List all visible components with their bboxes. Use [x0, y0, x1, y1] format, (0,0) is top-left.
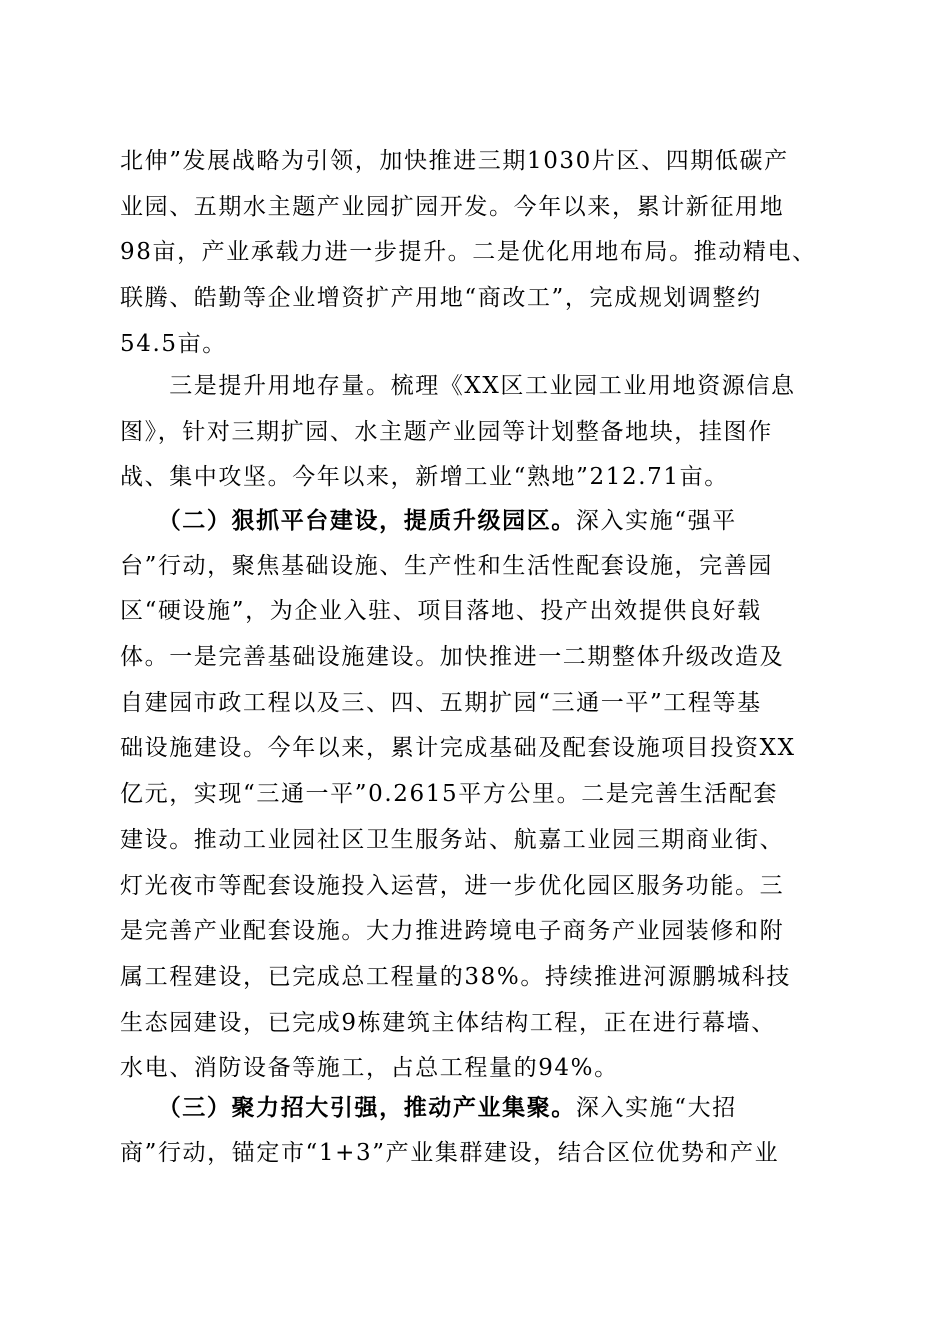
- heading-line: [120, 1085, 832, 1131]
- text-line: 础设施建设。今年以来，累计完成基础及配套设施项目投资XX: [120, 735, 796, 762]
- text-line: 灯光夜市等配套设施投入运营，进一步优化园区服务功能。三: [120, 872, 785, 899]
- text-line: 联腾、皓勤等企业增资扩产用地“商改工”，完成规划调整约: [120, 285, 762, 312]
- text-line: 体。一是完善基础设施建设。加快推进一二期整体升级改造及: [120, 644, 785, 671]
- section-heading: （三）聚力招大引强，推动产业集聚。: [169, 1094, 576, 1121]
- text-line: 业园、五期水主题产业园扩园开发。今年以来，累计新征用地: [120, 193, 785, 220]
- text-line: 图》，针对三期扩园、水主题产业园等计划整备地块，挂图作: [120, 418, 773, 445]
- text-line: 区“硬设施”，为企业入驻、项目落地、投产出效提供良好载: [120, 598, 762, 625]
- text-line: 生态园建设，已完成9栋建筑主体结构工程，正在进行幕墙、: [120, 1009, 776, 1036]
- text-line: 战、集中攻坚。今年以来，新增工业“熟地”212.71亩。: [120, 464, 729, 491]
- text-line: 属工程建设，已完成总工程量的38%。持续推进河源鹏城科技: [120, 963, 791, 990]
- text-line: 北伸”发展战略为引领，加快推进三期1030片区、四期低碳产: [120, 148, 789, 174]
- text-line: 98亩，产业承载力进一步提升。二是优化用地布局。推动精电、: [120, 239, 817, 266]
- text-line: 是完善产业配套设施。大力推进跨境电子商务产业园装修和附: [120, 918, 785, 945]
- paragraph-land-stock: [120, 364, 832, 501]
- text-line: 54.5亩。: [120, 330, 227, 357]
- text-line: 水电、消防设备等施工，占总工程量的94%。: [120, 1055, 619, 1082]
- paragraph-investment-attraction: [120, 1085, 832, 1176]
- heading-line: [120, 498, 832, 544]
- text-line: 建设。推动工业园社区卫生服务站、航嘉工业园三期商业街、: [120, 826, 785, 853]
- text-line: 亿元，实现“三通一平”0.2615平方公里。二是完善生活配套: [120, 781, 778, 808]
- text-line: 自建园市政工程以及三、四、五期扩园“三通一平”工程等基: [120, 689, 762, 716]
- heading-line-rest: 深入实施“大招: [575, 1095, 737, 1121]
- text-line: 商”行动，锚定市“1+3”产业集群建设，结合区位优势和产业: [120, 1139, 780, 1166]
- text-line: 台”行动，聚焦基础设施、生产性和生活性配套设施，完善园: [120, 552, 773, 579]
- paragraph-platform-construction: [120, 498, 832, 1092]
- text-line: 三是提升用地存量。梳理《XX区工业园工业用地资源信息: [120, 373, 796, 399]
- section-heading: （二）狠抓平台建设，提质升级园区。: [169, 507, 576, 534]
- heading-line-rest: 深入实施“强平: [575, 508, 737, 534]
- paragraph-land-expansion: [120, 139, 832, 367]
